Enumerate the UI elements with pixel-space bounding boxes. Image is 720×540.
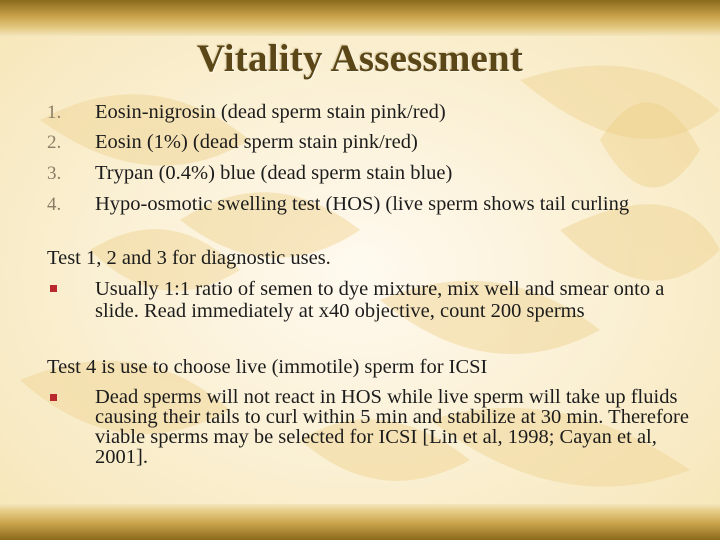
bullet-icon bbox=[50, 285, 57, 292]
list-item: Trypan (0.4%) blue (dead sperm stain blue) bbox=[95, 162, 453, 184]
list-item: Eosin-nigrosin (dead sperm stain pink/red) bbox=[95, 101, 446, 123]
list-number: 2. bbox=[47, 132, 62, 153]
slide-title: Vitality Assessment bbox=[196, 37, 524, 80]
paragraph: Test 1, 2 and 3 for diagnostic uses. bbox=[47, 247, 331, 269]
bullet-icon bbox=[50, 394, 57, 401]
top-band bbox=[0, 0, 720, 36]
bullet-text: Dead sperms will not react in HOS while live sperm will take up fluids causing their tails to curl within 5 min and stabilize at 30 min. Therefore viable sperms may be selected for ICSI [Lin et al, 1998; Cayan et al, 2001]. bbox=[95, 386, 689, 468]
list-number: 3. bbox=[47, 163, 62, 184]
bottom-band bbox=[0, 504, 720, 540]
list-number: 4. bbox=[47, 194, 62, 215]
paragraph: Test 4 is use to choose live (immotile) sperm for ICSI bbox=[47, 356, 488, 378]
list-item: Eosin (1%) (dead sperm stain pink/red) bbox=[95, 131, 418, 153]
list-item: Hypo-osmotic swelling test (HOS) (live sperm shows tail curling bbox=[95, 193, 630, 215]
list-number: 1. bbox=[47, 102, 62, 123]
bullet-text: Usually 1:1 ratio of semen to dye mixture, mix well and smear onto a slide. Read immediately at x40 objective, count 200 sperms bbox=[95, 278, 665, 322]
